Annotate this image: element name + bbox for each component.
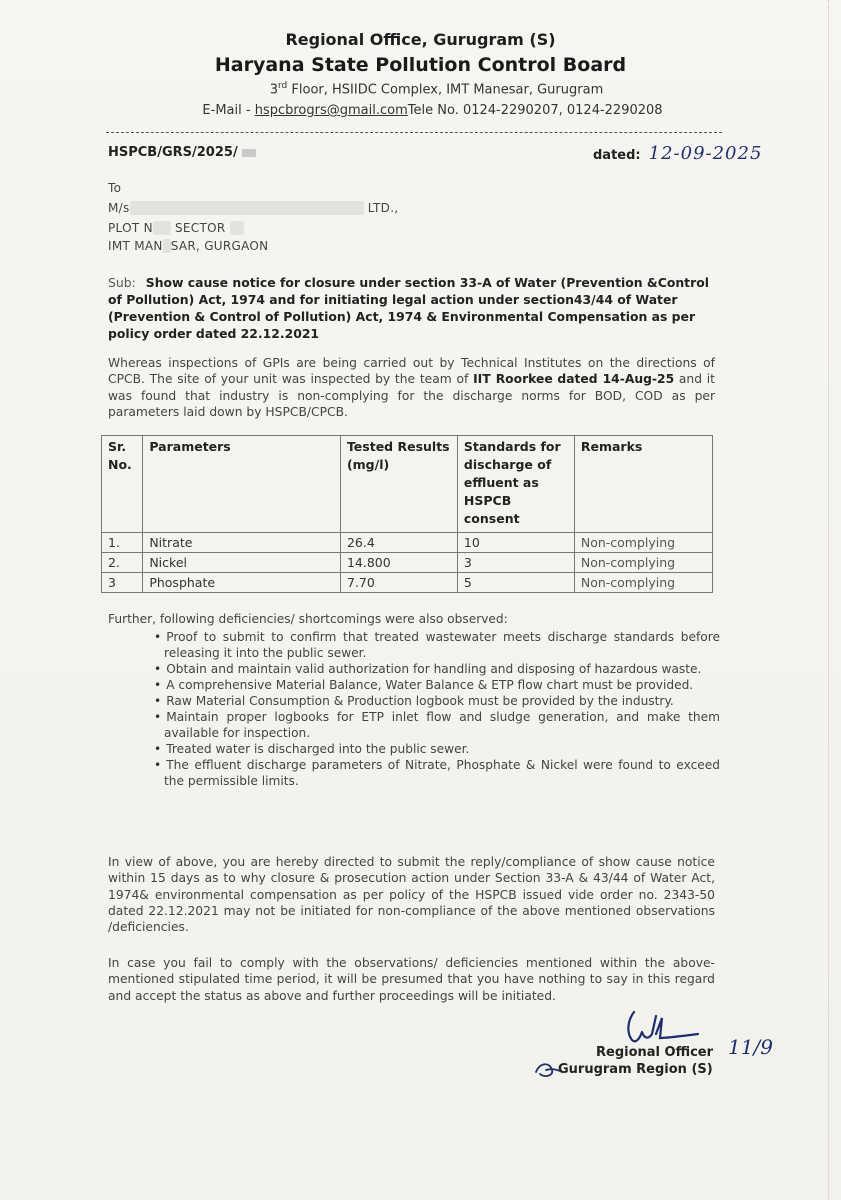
subject-text: Show cause notice for closure under section 33-A of Water (Prevention &Control of Pollution) Act, 1974 and for initiating legal action under section43/44 of Water (Prevention & Control of Pollution) Act, 1974 & Environmental Compensation as per policy order dated 22.12.2021 — [108, 275, 709, 341]
header-divider — [106, 132, 722, 133]
office-name: Regional Office, Gurugram (S) — [285, 30, 556, 49]
intro-paragraph — [108, 355, 715, 420]
handwritten-date: 12-09-2025 — [648, 143, 763, 164]
letter-date — [593, 143, 762, 164]
cell-parameter: Nitrate — [143, 533, 341, 553]
cell-result: 26.4 — [340, 533, 457, 553]
addressee-to: To — [108, 181, 122, 195]
address-floor: 3 — [269, 82, 279, 98]
redacted-fragment — [163, 239, 171, 253]
intro-part-3: and it was found that industry is non-complying for the discharge norms for BOD, COD as per parameters laid down by HSPCB/CPCB. — [108, 372, 715, 419]
intro-date: dated 14-Aug-25 — [557, 372, 675, 387]
addressee-line-1-prefix: M/s — [108, 201, 130, 215]
reference-number — [108, 145, 256, 160]
addressee-line-2-prefix: PLOT N — [108, 221, 153, 235]
address-rest: Floor, HSIIDC Complex, IMT Manesar, Gurugram — [287, 82, 604, 98]
header-sr-no: Sr. No. — [102, 436, 143, 533]
cell-parameter: Phosphate — [143, 573, 341, 593]
office-address — [16, 81, 841, 97]
list-item: • Obtain and maintain valid authorization for handling and disposing of hazardous waste. — [154, 661, 720, 677]
telephone: Tele No. 0124-2290207, 0124-2290208 — [407, 103, 663, 118]
header-remarks: Remarks — [574, 436, 712, 533]
list-item: • The effluent discharge parameters of Nitrate, Phosphate & Nickel were found to exceed the permissible limits. — [154, 757, 720, 789]
list-item: • Treated water is discharged into the public sewer. — [154, 741, 720, 757]
cell-sr: 1. — [102, 533, 143, 553]
addressee-line-3-suffix: SAR, GURGAON — [170, 239, 269, 253]
email-label: E-Mail - — [202, 103, 255, 118]
table-row — [102, 573, 713, 593]
addressee-line-2 — [108, 221, 244, 235]
email-link[interactable]: hspcbrogrs@gmail.com — [254, 103, 408, 118]
cell-sr: 3 — [102, 573, 143, 593]
list-item: • A comprehensive Material Balance, Water Balance & ETP flow chart must be provided. — [154, 677, 720, 693]
reference-number-text: HSPCB/GRS/2025/ — [108, 145, 238, 160]
cell-standard: 10 — [457, 533, 574, 553]
redacted-plot-number — [153, 221, 171, 235]
list-item: • Proof to submit to confirm that treated wastewater meets discharge standards before releasing it into the public sewer. — [154, 629, 720, 661]
addressee-line-1-suffix: LTD., — [367, 201, 399, 215]
contact-line — [12, 103, 841, 118]
parameters-table — [101, 435, 713, 593]
addressee-line-3 — [108, 239, 268, 253]
board-name: Haryana State Pollution Control Board — [214, 54, 627, 76]
redacted-mark — [242, 149, 256, 157]
cell-result: 14.800 — [340, 553, 457, 573]
directive-paragraph: In view of above, you are hereby directed to submit the reply/compliance of show cause notice within 15 days as to why closure & prosecution action under Section 33-A & 43/44 of Water Act, 1974& environmental compensation as per policy of the HSPCB issued vide order no. 2343-50 dated 22.12.2021 may not be initiated for non-compliance of the above mentioned observations /deficiencies. — [108, 855, 715, 935]
table-row — [102, 533, 713, 553]
subject-label: Sub: — [108, 275, 136, 290]
intro-institute: IIT Roorkee — [473, 372, 553, 387]
deficiencies-section — [108, 611, 720, 789]
header-tested-results: Tested Results (mg/l) — [340, 436, 457, 533]
cell-remark: Non-complying — [574, 553, 712, 573]
redacted-company-name — [130, 201, 364, 215]
cell-remark: Non-complying — [574, 533, 712, 553]
redacted-sector-number — [230, 221, 244, 235]
deficiencies-intro: Further, following deficiencies/ shortcomings were also observed: — [108, 612, 508, 626]
address-floor-suffix: rd — [278, 81, 288, 91]
signatory-region: Gurugram Region (S) — [558, 1062, 713, 1077]
table-header-row — [102, 436, 713, 533]
cell-standard: 5 — [457, 573, 574, 593]
addressee-line-2-sector: SECTOR — [175, 221, 226, 235]
warning-paragraph: In case you fail to comply with the observations/ deficiencies mentioned within the above-mentioned stipulated time period, it will be presumed that you have nothing to say in this regard and accept the status as above and further proceedings will be initiated. — [108, 956, 715, 1003]
header-standards: Standards for discharge of effluent as HSPCB consent — [457, 436, 574, 533]
deficiencies-list — [108, 629, 720, 789]
list-item: • Raw Material Consumption & Production logbook must be provided by the industry. — [154, 693, 720, 709]
list-item: • Maintain proper logbooks for ETP inlet flow and sludge generation, and make them available for inspection. — [154, 709, 720, 741]
header-parameters: Parameters — [143, 436, 341, 533]
dated-label: dated: — [593, 148, 641, 163]
cell-standard: 3 — [457, 553, 574, 573]
table-row — [102, 553, 713, 573]
handwritten-initial-date: 11/9 — [728, 1035, 773, 1059]
cell-sr: 2. — [102, 553, 143, 573]
page-edge — [828, 0, 830, 1200]
intro-part-1: Whereas inspections of GPIs are being carried out by Technical Institutes on the directions of CPCB. The site of your unit was inspected by the team of — [108, 356, 715, 387]
signatory-title: Regional Officer — [596, 1045, 714, 1060]
subject-block — [108, 274, 720, 342]
cell-parameter: Nickel — [143, 553, 341, 573]
cell-remark: Non-complying — [574, 573, 712, 593]
addressee-line-1 — [108, 201, 398, 215]
addressee-line-3-prefix: IMT MAN — [108, 239, 163, 253]
cell-result: 7.70 — [340, 573, 457, 593]
